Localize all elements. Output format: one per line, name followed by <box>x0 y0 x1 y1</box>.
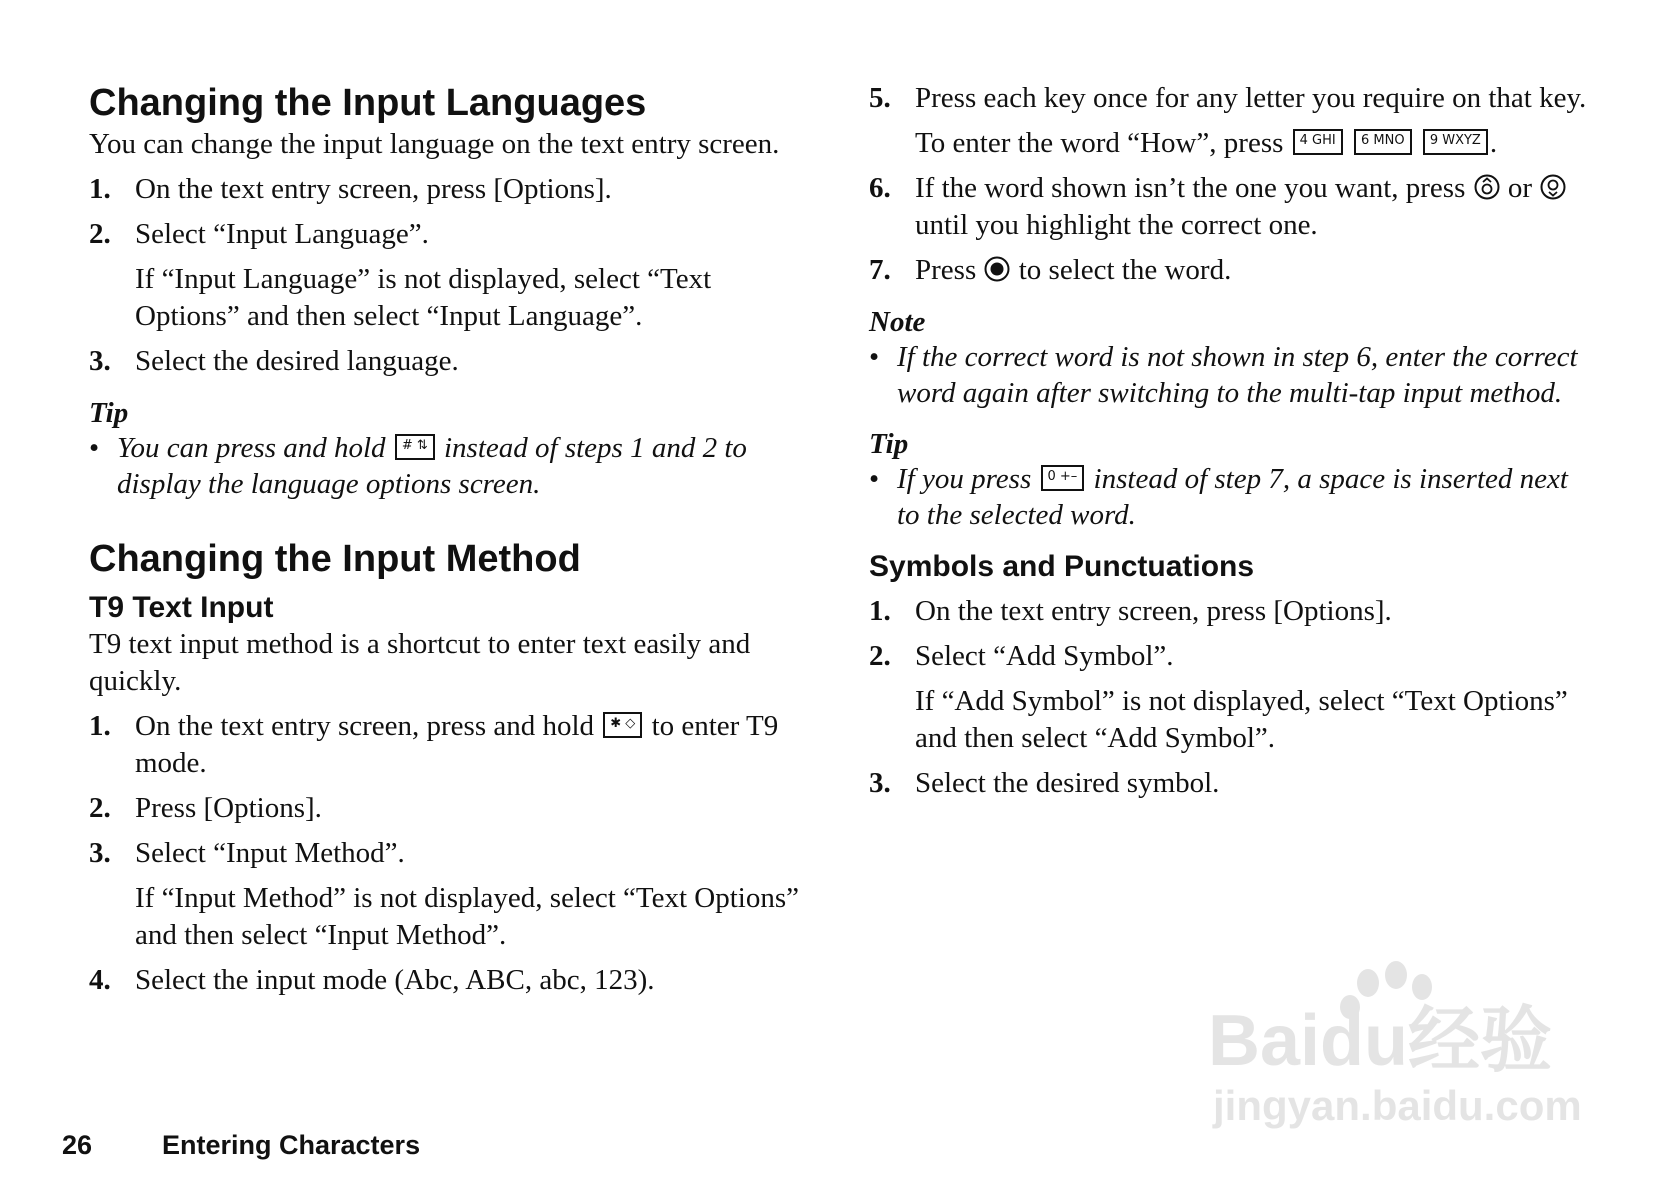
tip-bullet-right <box>869 461 1589 533</box>
step-number: 6. <box>869 172 891 204</box>
nav-up-icon <box>1474 174 1500 200</box>
tip-label: Tip <box>89 397 129 429</box>
step-3-symbols <box>869 765 1589 802</box>
bullet-dot: • <box>89 432 100 464</box>
hash-key-icon: # ⇅ <box>395 434 435 460</box>
step-text-before: Press <box>915 254 977 286</box>
step-text: Select the desired symbol. <box>915 767 1220 799</box>
step-text-before: If the word shown isn’t the one you want, press <box>915 172 1466 204</box>
step-number: 1. <box>869 595 891 627</box>
note-label: Note <box>869 306 926 338</box>
tip-text-after: instead of step 7, a space is inserted next to the selected word. <box>897 463 1568 531</box>
subtitle-symbols: Symbols and Punctuations <box>869 550 1255 583</box>
key-4-icon: 4 GHI <box>1293 129 1343 155</box>
step-number: 4. <box>89 964 111 996</box>
step-text: Select the desired language. <box>135 345 459 377</box>
step-1-languages <box>89 171 809 208</box>
step-text-before: On the text entry screen, press and hold <box>135 710 595 742</box>
step-text: Press [Options]. <box>135 792 322 824</box>
key-9-icon: 9 WXYZ <box>1423 129 1488 155</box>
step-2-method <box>89 790 809 827</box>
step-text-after: to enter T9 mode. <box>135 710 779 779</box>
step-number: 3. <box>89 345 111 377</box>
tip-text-before: You can press and hold <box>117 432 386 464</box>
nav-center-icon <box>984 256 1010 282</box>
note-text: If the correct word is not shown in step 6, enter the correct word again after switching to the multi-tap input method. <box>897 341 1578 409</box>
step-text-after: until you highlight the correct one. <box>915 209 1318 241</box>
example-text-before: To enter the word “How”, press <box>915 127 1284 159</box>
step-text-mid: or <box>1507 172 1533 204</box>
section-title-input-languages: Changing the Input Languages <box>89 82 647 124</box>
step-text: On the text entry screen, press [Options]. <box>135 173 612 205</box>
bullet-dot: • <box>869 463 880 495</box>
step-2-symbols-note: If “Add Symbol” is not displayed, select “Text Options” and then select “Add Symbol”. <box>915 685 1568 754</box>
step-5-method <box>869 80 1589 117</box>
step-text-after: to select the word. <box>1018 254 1232 286</box>
note-bullet <box>869 339 1589 411</box>
intro-input-languages: You can change the input language on the text entry screen. <box>89 128 780 160</box>
step-1-method <box>89 708 809 782</box>
left-column <box>89 80 809 999</box>
step-number: 2. <box>869 640 891 672</box>
step-4-method <box>89 962 809 999</box>
tip-label-right: Tip <box>869 428 909 460</box>
example-text-after: . <box>1489 127 1498 159</box>
intro-t9: T9 text input method is a shortcut to enter text easily and quickly. <box>89 628 751 697</box>
watermark-brand: Baidu经验 <box>1208 1001 1553 1081</box>
step-text: Select “Input Language”. <box>135 218 429 250</box>
step-number: 7. <box>869 254 891 286</box>
step-number: 1. <box>89 173 111 205</box>
step-number: 3. <box>89 837 111 869</box>
step-7-method <box>869 252 1589 289</box>
key-6-icon: 6 MNO <box>1354 129 1412 155</box>
step-3-note: If “Input Method” is not displayed, select “Text Options” and then select “Input Method”. <box>135 882 799 951</box>
step-6-method <box>869 170 1589 244</box>
step-3-languages <box>89 343 809 380</box>
page-number: 26 <box>62 1130 93 1160</box>
star-key-icon: ✱ ◇ <box>603 712 642 738</box>
step-text: Select “Input Method”. <box>135 837 405 869</box>
tip-bullet <box>89 430 809 502</box>
step-3-method <box>89 835 809 872</box>
step-2-symbols <box>869 638 1589 675</box>
step-number: 5. <box>869 82 891 114</box>
step-text: Select the input mode (Abc, ABC, abc, 123). <box>135 964 655 996</box>
section-title-input-method: Changing the Input Method <box>89 538 581 580</box>
tip-text-after: instead of steps 1 and 2 to display the language options screen. <box>117 432 747 500</box>
step-text: Press each key once for any letter you require on that key. <box>915 82 1587 114</box>
step-number: 1. <box>89 710 111 742</box>
step-1-symbols <box>869 593 1589 630</box>
key-0-icon: 0 +– <box>1041 465 1085 491</box>
subtitle-t9: T9 Text Input <box>89 591 274 624</box>
right-column <box>869 80 1589 802</box>
baidu-watermark-logo <box>1208 955 1608 1135</box>
watermark-url: jingyan.baidu.com <box>1213 1082 1582 1129</box>
step-2-languages <box>89 216 809 253</box>
footer-section-title: Entering Characters <box>162 1130 421 1160</box>
bullet-dot: • <box>869 341 880 373</box>
step-5-example <box>869 125 1589 162</box>
step-text: Select “Add Symbol”. <box>915 640 1174 672</box>
nav-down-icon <box>1540 174 1566 200</box>
step-number: 2. <box>89 218 111 250</box>
tip-text-before: If you press <box>897 463 1032 495</box>
step-number: 2. <box>89 792 111 824</box>
step-number: 3. <box>869 767 891 799</box>
step-text: On the text entry screen, press [Options]. <box>915 595 1392 627</box>
step-2-note: If “Input Language” is not displayed, select “Text Options” and then select “Input Language”. <box>135 263 712 332</box>
